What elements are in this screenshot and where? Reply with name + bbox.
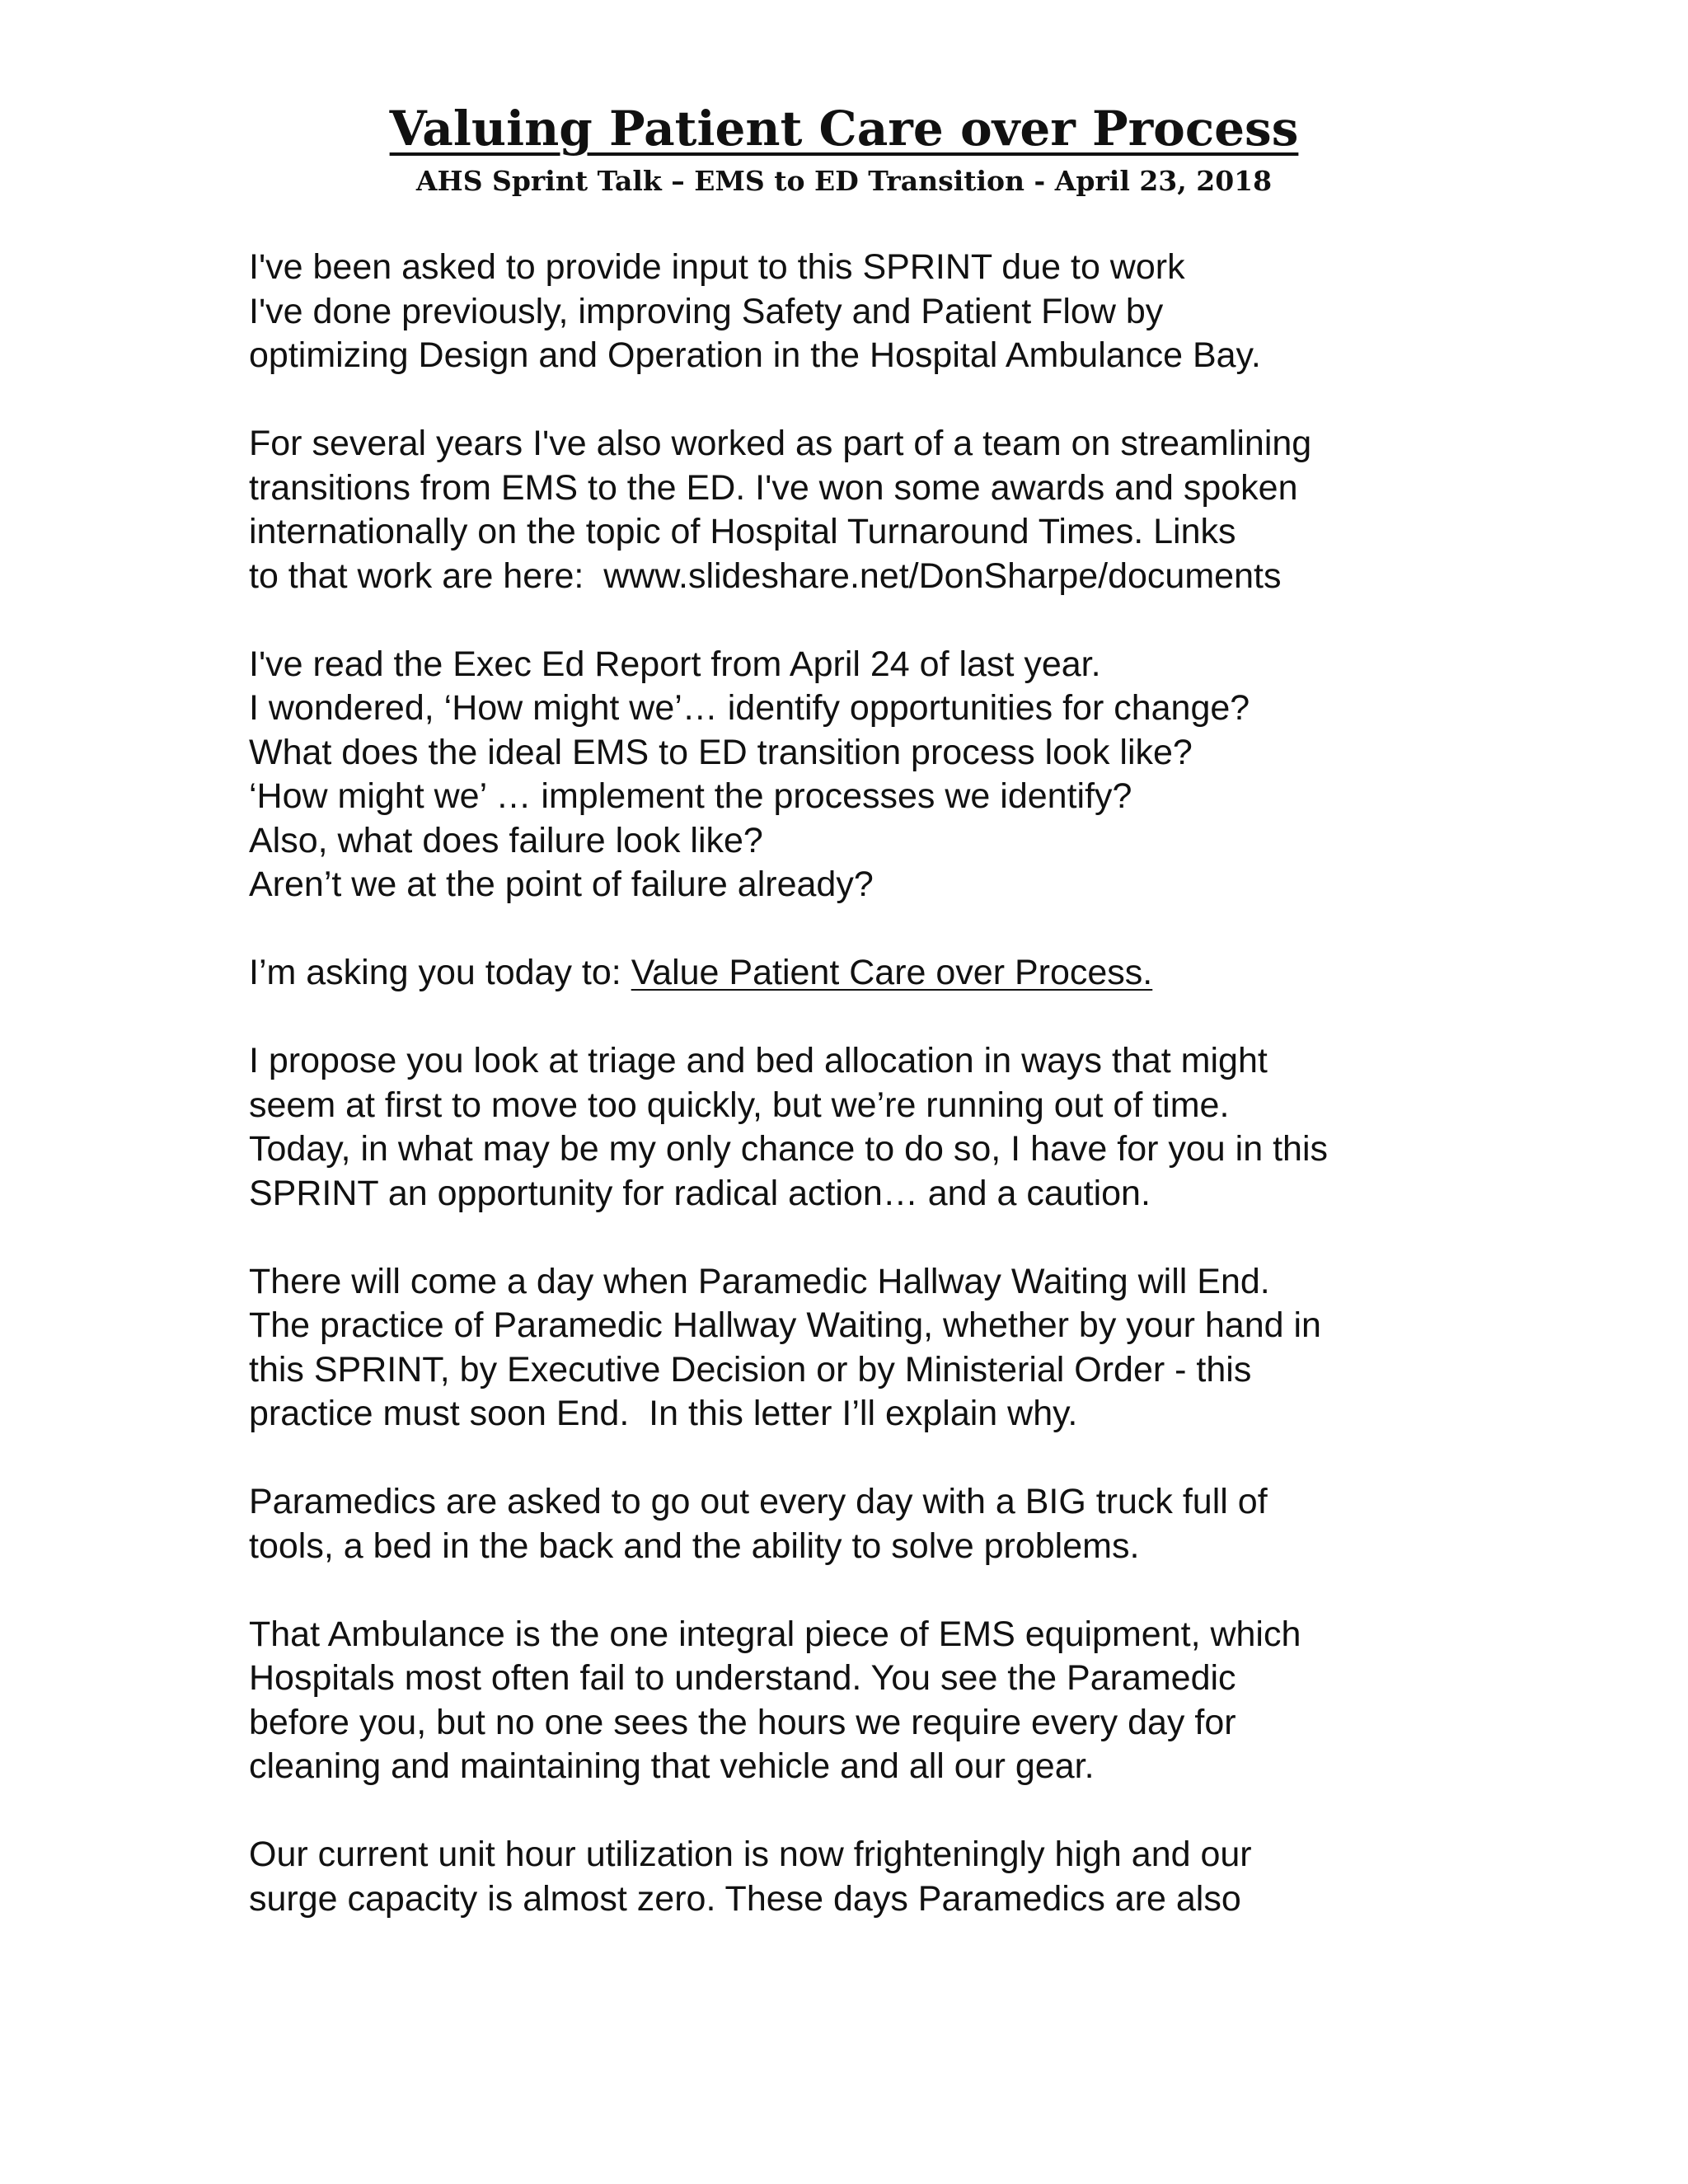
text-line: There will come a day when Paramedic Hallway Waiting will End. xyxy=(249,1261,1270,1301)
text-line: seem at first to move too quickly, but we’re running out of time. xyxy=(249,1085,1230,1125)
paragraph-5 xyxy=(249,1039,1485,1216)
lead-text: I’m asking you today to: xyxy=(249,953,631,992)
text-line: before you, but no one sees the hours we require every day for xyxy=(249,1702,1236,1742)
text-line: this SPRINT, by Executive Decision or by Ministerial Order - this xyxy=(249,1349,1252,1390)
text-line: internationally on the topic of Hospital Turnaround Times. Links xyxy=(249,512,1236,551)
text-line: ‘How might we’ … implement the processes we identify? xyxy=(249,776,1132,816)
paragraph-9 xyxy=(249,1833,1485,1921)
text-line: I've done previously, improving Safety and Patient Flow by xyxy=(249,291,1164,331)
text-line: surge capacity is almost zero. These days Paramedics are also xyxy=(249,1878,1241,1919)
text-line: That Ambulance is the one integral piece of EMS equipment, which xyxy=(249,1614,1301,1654)
text-line: What does the ideal EMS to ED transition process look like? xyxy=(249,732,1193,772)
text-line: The practice of Paramedic Hallway Waiting, whether by your hand in xyxy=(249,1305,1321,1345)
text-line: tools, a bed in the back and the ability to solve problems. xyxy=(249,1526,1140,1566)
text-line: For several years I've also worked as part of a team on streamlining xyxy=(249,424,1312,463)
text-line: optimizing Design and Operation in the Hospital Ambulance Bay. xyxy=(249,335,1261,375)
document-body xyxy=(249,246,1485,1966)
text-line: Aren’t we at the point of failure already? xyxy=(249,865,874,904)
paragraph-3 xyxy=(249,643,1485,907)
text-line: I wondered, ‘How might we’… identify opportunities for change? xyxy=(249,688,1250,728)
paragraph-8 xyxy=(249,1613,1485,1789)
paragraph-4 xyxy=(249,951,1485,996)
text-line: Hospitals most often fail to understand. You see the Paramedic xyxy=(249,1658,1236,1698)
document-subtitle: AHS Sprint Talk – EMS to ED Transition - April 23, 2018 xyxy=(415,165,1273,197)
text-line: I propose you look at triage and bed allocation in ways that might xyxy=(249,1041,1268,1080)
paragraph-7 xyxy=(249,1480,1485,1568)
text-line: transitions from EMS to the ED. I've won some awards and spoken xyxy=(249,467,1298,508)
text-line: Today, in what may be my only chance to do so, I have for you in this xyxy=(249,1129,1329,1169)
text-line: practice must soon End. In this letter I’ll explain why. xyxy=(249,1394,1078,1433)
text-line: I've been asked to provide input to this SPRINT due to work xyxy=(249,247,1185,287)
paragraph-6 xyxy=(249,1260,1485,1436)
text-line xyxy=(249,951,1485,996)
text-line: SPRINT an opportunity for radical action… and a caution. xyxy=(249,1173,1151,1213)
text-line: cleaning and maintaining that vehicle and all our gear. xyxy=(249,1746,1095,1786)
text-line: I've read the Exec Ed Report from April 24 of last year. xyxy=(249,644,1101,684)
paragraph-2 xyxy=(249,422,1485,598)
text-line-with-link: to that work are here: www.slideshare.net/DonSharpe/documents xyxy=(249,555,1282,596)
text-line: Also, what does failure look like? xyxy=(249,820,763,860)
text-line: Paramedics are asked to go out every day with a BIG truck full of xyxy=(249,1482,1268,1521)
text-line: Our current unit hour utilization is now frighteningly high and our xyxy=(249,1835,1252,1874)
paragraph-1 xyxy=(249,246,1485,378)
document-title: Valuing Patient Care over Process xyxy=(389,101,1299,157)
underlined-emphasis: Value Patient Care over Process. xyxy=(631,953,1153,992)
